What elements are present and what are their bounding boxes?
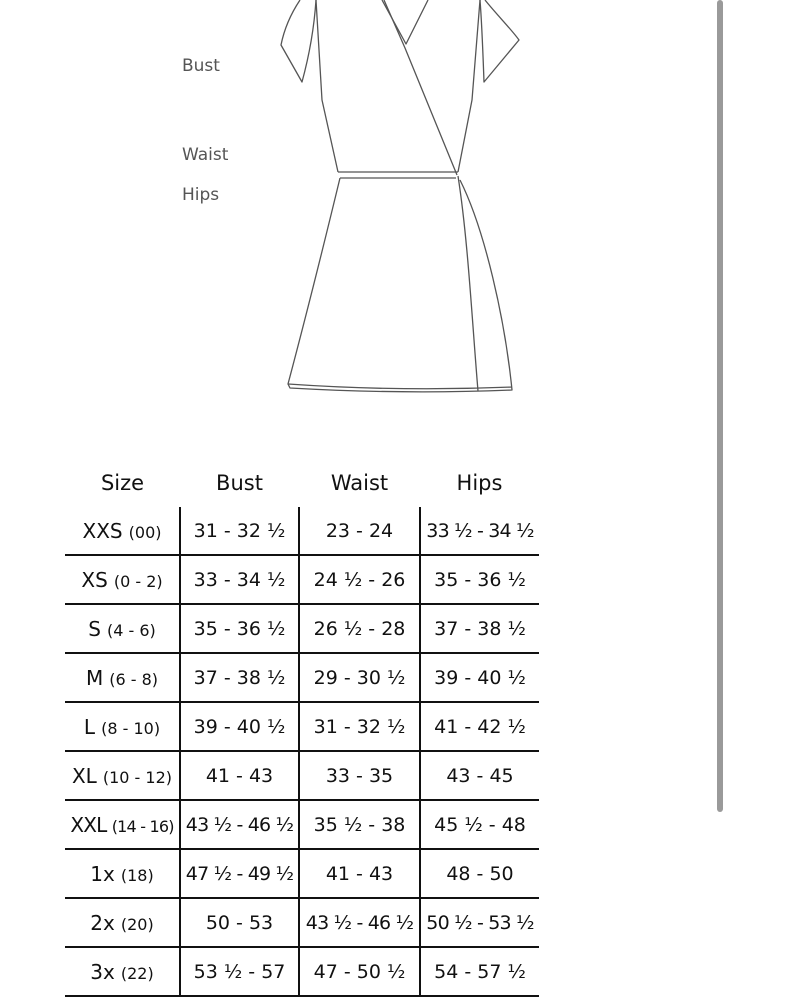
hips-cell: 50 ½ - 53 ½ xyxy=(420,898,539,947)
waist-cell: 23 - 24 xyxy=(299,507,420,555)
waist-cell: 35 ½ - 38 xyxy=(299,800,420,849)
bust-cell: 35 - 36 ½ xyxy=(180,604,299,653)
bust-cell: 39 - 40 ½ xyxy=(180,702,299,751)
right-sleeve xyxy=(480,0,519,82)
table-row xyxy=(65,849,539,898)
us-size: (22) xyxy=(120,963,154,983)
bust-cell: 47 ½ - 49 ½ xyxy=(180,849,299,898)
size-label: 3x xyxy=(90,959,115,984)
hips-cell: 45 ½ - 48 xyxy=(420,800,539,849)
hips-cell: 37 - 38 ½ xyxy=(420,604,539,653)
us-size: (14 - 16) xyxy=(111,816,174,836)
bust-cell: 43 ½ - 46 ½ xyxy=(180,800,299,849)
bust-cell: 41 - 43 xyxy=(180,751,299,800)
us-size: (8 - 10) xyxy=(101,718,161,738)
wrap-line xyxy=(384,0,457,175)
wrap-panel xyxy=(458,176,478,391)
bodice xyxy=(316,0,480,172)
column-header-size: Size xyxy=(100,471,145,495)
waist-cell: 43 ½ - 46 ½ xyxy=(299,898,420,947)
bust-cell: 37 - 38 ½ xyxy=(180,653,299,702)
skirt xyxy=(288,178,512,392)
waistband xyxy=(338,172,458,178)
size-label: XXL xyxy=(70,812,107,837)
table-row xyxy=(65,898,539,947)
size-label: L xyxy=(83,714,96,739)
wrap-dress-illustration xyxy=(0,0,720,420)
bust-cell: 33 - 34 ½ xyxy=(180,555,299,604)
bust-cell: 31 - 32 ½ xyxy=(180,507,299,555)
column-header-bust: Bust xyxy=(216,471,263,495)
table-row xyxy=(65,702,539,751)
hips-cell: 33 ½ - 34 ½ xyxy=(420,507,539,555)
us-size: (18) xyxy=(120,865,154,885)
hips-cell: 35 - 36 ½ xyxy=(420,555,539,604)
bust-label: Bust xyxy=(182,56,220,76)
bust-cell: 53 ½ - 57 xyxy=(180,947,299,996)
waist-label: Waist xyxy=(182,145,229,165)
size-cell xyxy=(65,507,180,555)
waist-cell: 26 ½ - 28 xyxy=(299,604,420,653)
size-cell xyxy=(65,849,180,898)
hips-cell: 48 - 50 xyxy=(420,849,539,898)
size-label: S xyxy=(88,616,101,641)
table-header-row xyxy=(65,459,539,507)
size-label: M xyxy=(85,665,104,690)
waist-cell: 24 ½ - 26 xyxy=(299,555,420,604)
size-label: XL xyxy=(71,763,97,788)
us-size: (0 - 2) xyxy=(113,571,163,591)
table-row xyxy=(65,800,539,849)
size-label: 2x xyxy=(90,910,115,935)
size-cell xyxy=(65,604,180,653)
column-header-waist: Waist xyxy=(330,471,389,495)
neckline xyxy=(382,0,428,44)
size-chart-table xyxy=(65,459,539,997)
size-cell xyxy=(65,653,180,702)
size-cell xyxy=(65,702,180,751)
table-row xyxy=(65,751,539,800)
size-label: XXS xyxy=(82,518,123,543)
waist-cell: 29 - 30 ½ xyxy=(299,653,420,702)
us-size: (20) xyxy=(120,914,154,934)
hem xyxy=(288,384,512,389)
column-header-hips: Hips xyxy=(456,471,503,495)
hips-cell: 43 - 45 xyxy=(420,751,539,800)
us-size: (6 - 8) xyxy=(109,669,159,689)
size-label: 1x xyxy=(90,861,115,886)
hips-cell: 54 - 57 ½ xyxy=(420,947,539,996)
size-cell xyxy=(65,947,180,996)
table-row xyxy=(65,947,539,996)
size-cell xyxy=(65,751,180,800)
waist-cell: 47 - 50 ½ xyxy=(299,947,420,996)
waist-cell: 33 - 35 xyxy=(299,751,420,800)
size-label: XS xyxy=(81,567,108,592)
table-row xyxy=(65,555,539,604)
waist-cell: 41 - 43 xyxy=(299,849,420,898)
size-cell xyxy=(65,800,180,849)
size-cell xyxy=(65,898,180,947)
table-row xyxy=(65,653,539,702)
size-cell xyxy=(65,555,180,604)
us-size: (4 - 6) xyxy=(106,620,156,640)
hips-label: Hips xyxy=(182,185,220,205)
table-row xyxy=(65,604,539,653)
bust-cell: 50 - 53 xyxy=(180,898,299,947)
left-sleeve xyxy=(281,0,316,82)
hips-cell: 39 - 40 ½ xyxy=(420,653,539,702)
waist-cell: 31 - 32 ½ xyxy=(299,702,420,751)
us-size: (10 - 12) xyxy=(102,767,173,787)
scrollbar[interactable] xyxy=(717,0,723,812)
table-row xyxy=(65,507,539,555)
hips-cell: 41 - 42 ½ xyxy=(420,702,539,751)
us-size: (00) xyxy=(128,522,162,542)
